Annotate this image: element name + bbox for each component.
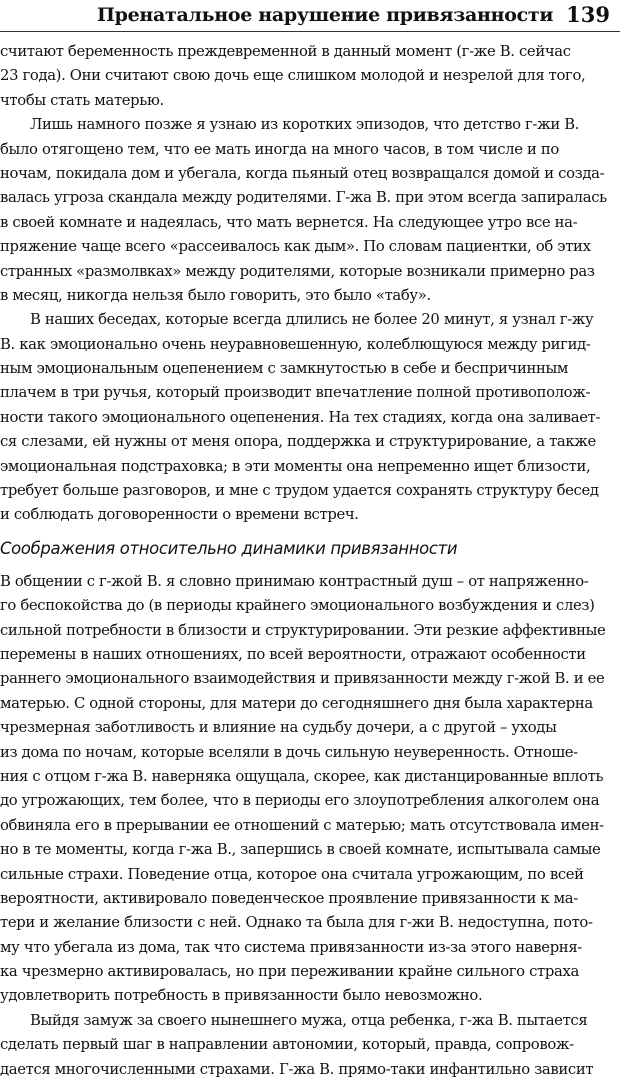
page-header <box>0 2 620 32</box>
text-line: ности такого эмоционального оцепенения. На тех стадиях, когда она заливает- <box>0 408 601 426</box>
text-line: эмоциональная подстраховка; в эти моменты она непременно ищет близости, <box>0 457 591 475</box>
text-line: странных «размолвках» между родителями, которые возникали примерно раз <box>0 262 595 280</box>
paragraph <box>0 570 618 1009</box>
paragraph <box>0 1009 618 1082</box>
text-line: ночам, покидала дом и убегала, когда пьяный отец возвращался домой и созда- <box>0 164 605 182</box>
running-title: Пренатальное нарушение привязанности <box>97 4 554 26</box>
text-line: до угрожающих, тем более, что в периоды его злоупотребления алкоголем она <box>0 792 600 810</box>
paragraphs-after-heading <box>0 570 618 1082</box>
paragraph <box>0 113 618 308</box>
text-line: из дома по ночам, которые вселяли в дочь сильную неуверенность. Отноше- <box>0 743 578 761</box>
text-line: В общении с г-жой В. я словно принимаю контрастный душ – от напряженно- <box>0 572 589 590</box>
text-line: удовлетворить потребность в привязанности было невозможно. <box>0 987 483 1005</box>
text-line: но в те моменты, когда г-жа В., запершись в своей комнате, испытывала самые <box>0 841 601 859</box>
text-line: сильные страхи. Поведение отца, которое она считала угрожающим, по всей <box>0 865 584 883</box>
paragraph <box>0 40 618 113</box>
text-line: чтобы стать матерью. <box>0 91 164 109</box>
text-line: матерью. С одной стороны, для матери до сегодняшнего дня была характерна <box>0 694 593 712</box>
text-line: В. как эмоционально очень неуравновешенную, колеблющуюся между ригид- <box>0 335 591 353</box>
text-line: В наших беседах, которые всегда длились не более 20 минут, я узнал г-жу <box>30 311 594 329</box>
text-line: 23 года). Они считают свою дочь еще слишком молодой и незрелой для того, <box>0 67 586 85</box>
text-line: ся слезами, ей нужны от меня опора, поддержка и структурирование, а также <box>0 433 596 451</box>
text-line: Выйдя замуж за своего нынешнего мужа, отца ребенка, г-жа В. пытается <box>30 1011 588 1029</box>
text-line: валась угроза скандала между родителями. Г-жа В. при этом всегда запиралась <box>0 189 607 207</box>
text-line: ния с отцом г-жа В. наверняка ощущала, скорее, как дистанцированные вплоть <box>0 767 604 785</box>
section-heading: Соображения относительно динамики привязанности <box>0 538 458 558</box>
paragraphs-before-heading <box>0 40 618 528</box>
text-line: тери и желание близости с ней. Однако та была для г-жи В. недоступна, пото- <box>0 914 593 932</box>
header-rule <box>0 31 620 32</box>
text-line: перемены в наших отношениях, по всей вероятности, отражают особенности <box>0 645 586 663</box>
page-number: 139 <box>566 2 610 27</box>
text-line: в своей комнате и надеялась, что мать вернется. На следующее утро все на- <box>0 213 578 231</box>
text-line: и соблюдать договоренности о времени встреч. <box>0 506 359 524</box>
text-line: плачем в три ручья, который производит впечатление полной противополож- <box>0 384 591 402</box>
text-line: ка чрезмерно активировалась, но при переживании крайне сильного страха <box>0 963 579 981</box>
text-line: сильной потребности в близости и структурировании. Эти резкие аффективные <box>0 621 606 639</box>
text-line: раннего эмоционального взаимодействия и привязанности между г-жой В. и ее <box>0 670 605 688</box>
text-line: в месяц, никогда нельзя было говорить, это было «табу». <box>0 286 431 304</box>
text-line: было отягощено тем, что ее мать иногда на много часов, в том числе и по <box>0 140 559 158</box>
text-line: Лишь намного позже я узнаю из коротких эпизодов, что детство г-жи В. <box>30 116 580 134</box>
text-line: го беспокойства до (в периоды крайнего эмоционального возбуждения и слез) <box>0 597 595 615</box>
text-line: считают беременность преждевременной в данный момент (г-же В. сейчас <box>0 43 571 60</box>
text-line: дается многочисленными страхами. Г-жа В. прямо-таки инфантильно зависит <box>0 1060 594 1078</box>
text-line: обвиняла его в прерывании ее отношений с матерью; мать отсутствовала имен- <box>0 816 604 834</box>
text-line: му что убегала из дома, так что система привязанности из-за этого наверня- <box>0 938 582 956</box>
text-line: вероятности, активировало поведенческое проявление привязанности к ма- <box>0 889 578 907</box>
text-line: чрезмерная заботливость и влияние на судьбу дочери, а с другой – уходы <box>0 719 557 737</box>
text-line: ным эмоциональным оцепенением с замкнутостью в себе и беспричинным <box>0 360 569 378</box>
text-line: требует больше разговоров, и мне с трудом удается сохранять структуру бесед <box>0 482 599 500</box>
paragraph <box>0 308 618 528</box>
text-line: пряжение чаще всего «рассеивалось как дым». По словам пациентки, об этих <box>0 238 591 256</box>
page-body <box>0 40 618 1082</box>
text-line: сделать первый шаг в направлении автономии, который, правда, сопровож- <box>0 1036 574 1054</box>
